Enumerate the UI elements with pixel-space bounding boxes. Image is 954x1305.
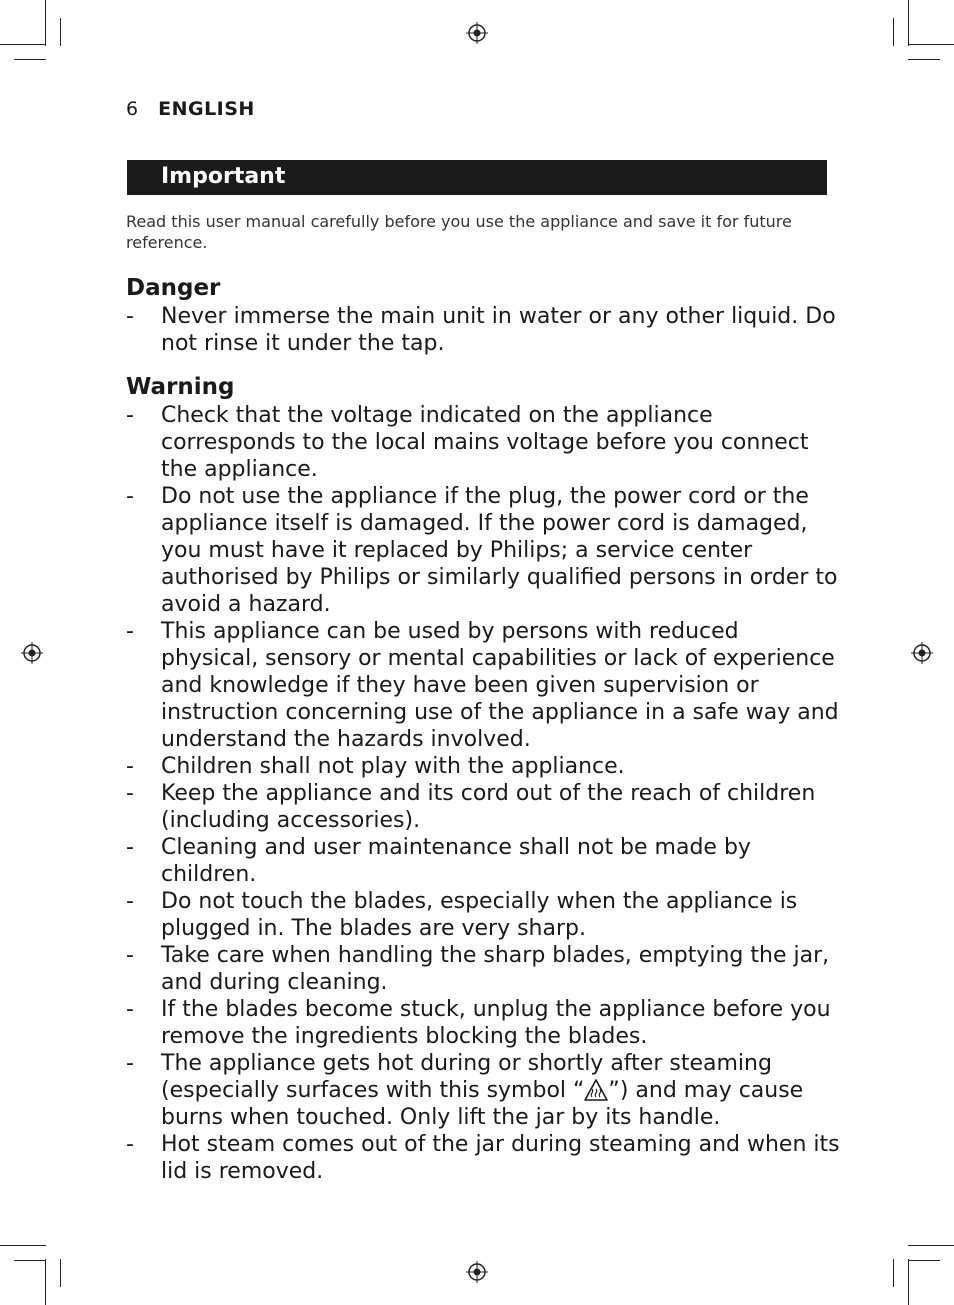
crop-mark	[908, 1260, 940, 1261]
list-item: - Do not touch the blades, especially when the appliance is plugged in. The blades are very sharp.	[126, 889, 798, 941]
crop-mark	[908, 44, 954, 45]
crop-mark	[0, 44, 46, 45]
warning-list	[126, 402, 841, 1185]
list-item: - Hot steam comes out of the jar during steaming and when its lid is removed.	[126, 1132, 840, 1184]
page-header	[126, 98, 255, 120]
list-dash: -	[126, 997, 134, 1022]
list-item: - Cleaning and user maintenance shall not be made by children.	[126, 835, 751, 887]
registration-mark-icon	[911, 642, 933, 664]
crop-mark	[908, 59, 940, 60]
crop-mark	[908, 1259, 909, 1305]
crop-mark	[908, 1245, 954, 1246]
crop-mark	[14, 1260, 46, 1261]
list-item: - Check that the voltage indicated on the appliance corresponds to the local mains voltage before you connect the appliance.	[126, 403, 809, 482]
list-item: - Take care when handling the sharp blades, emptying the jar, and during cleaning.	[126, 943, 830, 995]
list-item: - Children shall not play with the appliance.	[126, 754, 625, 779]
list-item-hot-surface: - The appliance gets hot during or shortly after steaming (especially surfaces with this symbol “ ”) and may cause burns when touched. Only lift the jar by its handle.	[126, 1051, 804, 1130]
language-label: ENGLISH	[158, 98, 255, 120]
list-item: - If the blades become stuck, unplug the appliance before you remove the ingredients blocking the blades.	[126, 997, 831, 1049]
list-item: - Never immerse the main unit in water or any other liquid. Do not rinse it under the tap.	[126, 304, 836, 356]
danger-heading: Danger	[126, 275, 221, 301]
crop-mark	[893, 1259, 894, 1287]
crop-mark	[60, 1259, 61, 1287]
list-item: - Do not use the appliance if the plug, the power cord or the appliance itself is damaged. If the power cord is damaged, you must have it replaced by Philips; a service center authorised by Philips or similarly qualified persons in order to avoid a hazard.	[126, 484, 838, 617]
list-dash: -	[126, 484, 134, 509]
crop-mark	[45, 0, 46, 46]
list-dash: -	[126, 754, 134, 779]
list-dash: -	[126, 835, 134, 860]
registration-mark-icon	[466, 1261, 488, 1283]
hot-surface-warning-icon	[584, 1079, 608, 1101]
list-dash: -	[126, 1051, 134, 1076]
crop-mark	[908, 0, 909, 46]
intro-text: Read this user manual carefully before you use the appliance and save it for future reference.	[126, 212, 792, 252]
section-title: Important	[161, 164, 286, 189]
list-dash: -	[126, 943, 134, 968]
list-dash: -	[126, 403, 134, 428]
list-dash: -	[126, 1132, 134, 1157]
list-dash: -	[126, 889, 134, 914]
list-dash: -	[126, 619, 134, 644]
list-dash: -	[126, 304, 134, 329]
registration-mark-icon	[21, 642, 43, 664]
registration-mark-icon	[466, 22, 488, 44]
page-number: 6	[126, 98, 139, 120]
crop-mark	[14, 59, 46, 60]
danger-list	[126, 303, 841, 357]
section-banner	[127, 160, 827, 195]
crop-mark	[0, 1245, 46, 1246]
list-item: - This appliance can be used by persons with reduced physical, sensory or mental capabilities or lack of experience and knowledge if they have been given supervision or instruction concerning use of the appliance in a safe way and understand the hazards involved.	[126, 619, 839, 752]
list-dash: -	[126, 781, 134, 806]
warning-heading: Warning	[126, 374, 235, 400]
list-item: - Keep the appliance and its cord out of the reach of children (including accessories).	[126, 781, 816, 833]
crop-mark	[45, 1259, 46, 1305]
crop-mark	[60, 18, 61, 46]
crop-mark	[893, 18, 894, 46]
